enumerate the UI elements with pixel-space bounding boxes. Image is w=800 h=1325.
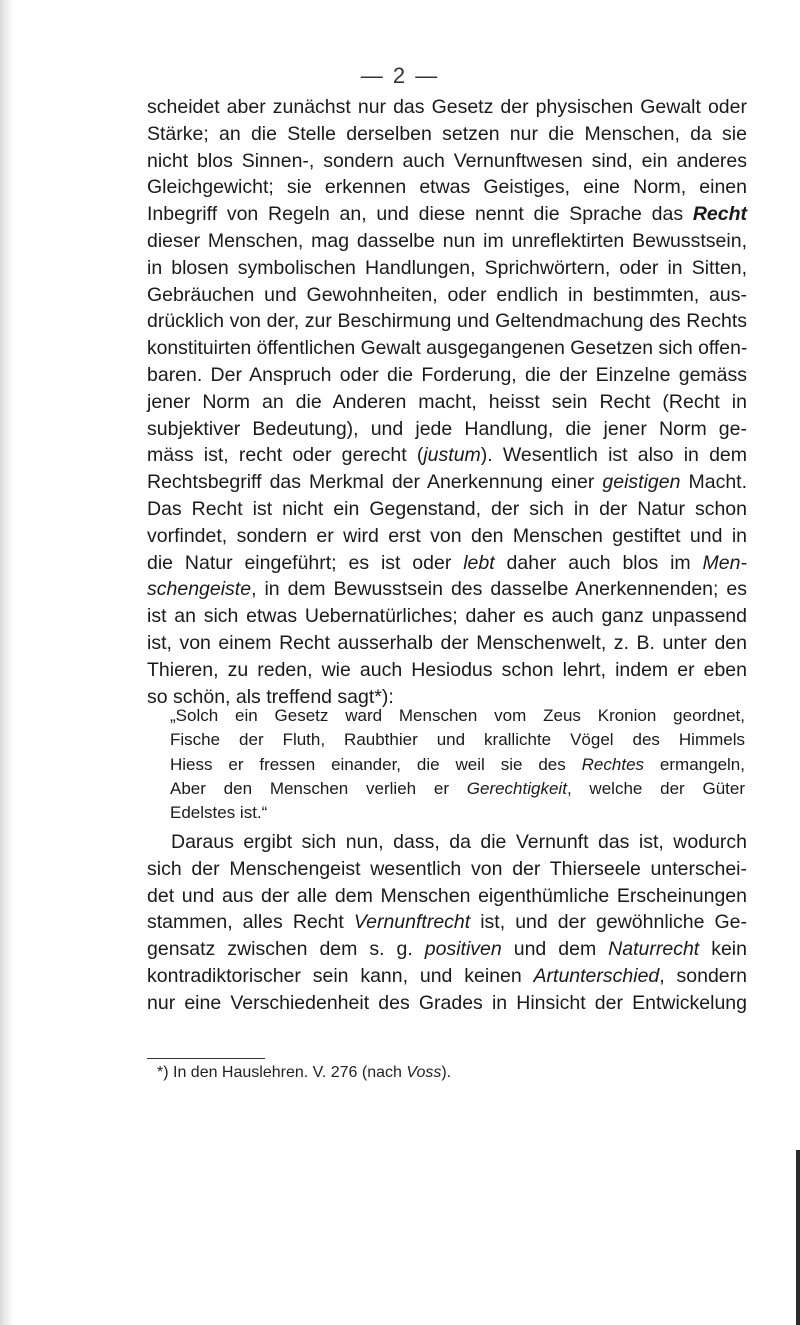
- text-segment: und dem: [501, 938, 609, 961]
- footnote-rule: [147, 1058, 265, 1059]
- page-number: — 2 —: [360, 63, 440, 88]
- text-line: Thieren, zu reden, wie auch Hesiodus schon lehrt, indem er eben: [147, 658, 747, 681]
- text-segment: gensatz zwischen dem s. g.: [147, 938, 425, 961]
- text-line: [147, 936, 747, 963]
- quote-line: Edelstes ist.“: [170, 803, 268, 823]
- text-segment: stammen, alles Recht: [147, 911, 354, 934]
- text-line: drücklich von der, zur Beschirmung und Geltendmachung des Rechts: [147, 310, 747, 333]
- quote-line: [170, 777, 745, 801]
- text-line: dieser Menschen, mag dasselbe nun im unreflektirten Bewusstsein,: [147, 229, 747, 252]
- text-line: [147, 550, 747, 577]
- text-line: ist an sich etwas Uebernatürliches; daher es auch ganz unpassend: [147, 605, 747, 628]
- quote-line: „Solch ein Gesetz ward Menschen vom Zeus Kronion geordnet,: [170, 706, 745, 725]
- text-line: scheidet aber zunächst nur das Gesetz der physischen Gewalt oder: [147, 96, 747, 118]
- emphasis-artunterschied: Artunterschied: [533, 964, 660, 987]
- text-line: konstituirten öffentlichen Gewalt ausgegangenen Gesetzen sich offen-: [147, 337, 748, 360]
- text-segment: Hiess er fressen einander, die weil sie des: [170, 754, 582, 774]
- hesiod-quote: [170, 704, 745, 825]
- text-line: sich der Menschengeist wesentlich von der Thierseele unterschei-: [147, 857, 747, 880]
- emphasis-lebt: lebt: [463, 551, 495, 574]
- text-segment: kontradiktorischer sein kann, und keinen: [147, 964, 534, 987]
- text-segment: , sondern: [659, 964, 747, 987]
- text-line: Stärke; an die Stelle derselben setzen nur die Menschen, da sie: [147, 122, 747, 145]
- scan-edge-left: [0, 0, 14, 1325]
- emphasis-justum: justum: [423, 444, 481, 467]
- text-line: nur eine Verschiedenheit des Grades in Hinsicht der Entwickelung: [147, 991, 747, 1014]
- text-segment: Inbegriff von Regeln an, und diese nennt die Sprache das: [147, 203, 693, 226]
- text-line: vorfindet, sondern er wird erst von den Menschen gestiftet und in: [147, 524, 747, 547]
- text-segment: kein: [699, 938, 747, 961]
- footnote: [157, 1062, 451, 1084]
- emphasis-recht: Recht: [692, 203, 747, 226]
- text-line: in blosen symbolischen Handlungen, Sprichwörtern, oder in Sitten,: [147, 256, 747, 279]
- text-segment: Macht.: [680, 471, 748, 494]
- text-line: [147, 576, 747, 603]
- text-segment: daher auch blos im: [494, 551, 703, 574]
- text-segment: Rechtsbegriff das Merkmal der Anerkennung einer: [147, 471, 603, 494]
- emphasis-geistigen: geistigen: [602, 471, 681, 494]
- text-segment: ).: [441, 1064, 452, 1081]
- text-line: Daraus ergibt sich nun, dass, da die Vernunft das ist, wodurch: [171, 831, 747, 853]
- text-line: jener Norm an die Anderen macht, heisst sein Recht (Recht in: [147, 390, 747, 413]
- emphasis-schengeiste: schengeiste: [147, 578, 252, 601]
- text-line: [147, 469, 747, 496]
- emphasis-naturrecht: Naturrecht: [608, 938, 700, 961]
- scan-edge-right: [796, 1150, 800, 1325]
- text-line: subjektiver Bedeutung), und jede Handlung, die jener Norm ge-: [147, 417, 747, 440]
- text-line: [147, 442, 747, 469]
- text-segment: die Natur eingeführt; es ist oder: [147, 551, 464, 574]
- text-line: det und aus der alle dem Menschen eigenthümliche Erscheinungen: [147, 884, 747, 907]
- text-line: Gleichgewicht; sie erkennen etwas Geistiges, eine Norm, einen: [147, 176, 747, 199]
- emphasis-voss: Voss: [406, 1064, 442, 1081]
- text-line: ist, von einem Recht ausserhalb der Menschenwelt, z. B. unter den: [147, 631, 747, 654]
- text-line: nicht blos Sinnen-, sondern auch Vernunftwesen sind, ein anderes: [147, 149, 747, 172]
- emphasis-gerechtigkeit: Gerechtigkeit: [466, 778, 567, 798]
- text-segment: ). Wesentlich ist also in dem: [480, 444, 747, 467]
- text-line: so schön, als treffend sagt*):: [147, 685, 394, 708]
- text-line: [147, 201, 747, 228]
- paragraph-1: [147, 94, 747, 710]
- text-segment: , in dem Bewusstsein des dasselbe Anerkennenden; es: [251, 578, 747, 601]
- text-line: [147, 963, 747, 990]
- text-segment: mäss ist, recht oder gerecht (: [147, 444, 424, 467]
- text-segment: *) In den Hauslehren. V. 276 (nach: [157, 1064, 407, 1081]
- text-line: [147, 909, 747, 936]
- quote-line: [170, 753, 745, 777]
- emphasis-vernunftrecht: Vernunftrecht: [353, 911, 471, 934]
- text-segment: , welche der Güter: [566, 778, 745, 798]
- text-line: baren. Der Anspruch oder die Forderung, die der Einzelne gemäss: [147, 363, 747, 386]
- emphasis-positiven: positiven: [424, 938, 502, 961]
- paragraph-2: [147, 829, 747, 1017]
- emphasis-men: Men-: [702, 551, 747, 574]
- emphasis-rechtes: Rechtes: [581, 754, 645, 774]
- quote-line: Fische der Fluth, Raubthier und krallichte Vögel des Himmels: [170, 730, 745, 750]
- text-segment: ist, und der gewöhnliche Ge-: [470, 911, 747, 934]
- text-segment: Aber den Menschen verlieh er: [170, 778, 467, 798]
- text-segment: ermangeln,: [644, 754, 745, 774]
- text-line: Gebräuchen und Gewohnheiten, oder endlich in bestimmten, aus-: [147, 283, 747, 306]
- text-line: Das Recht ist nicht ein Gegenstand, der sich in der Natur schon: [147, 497, 747, 520]
